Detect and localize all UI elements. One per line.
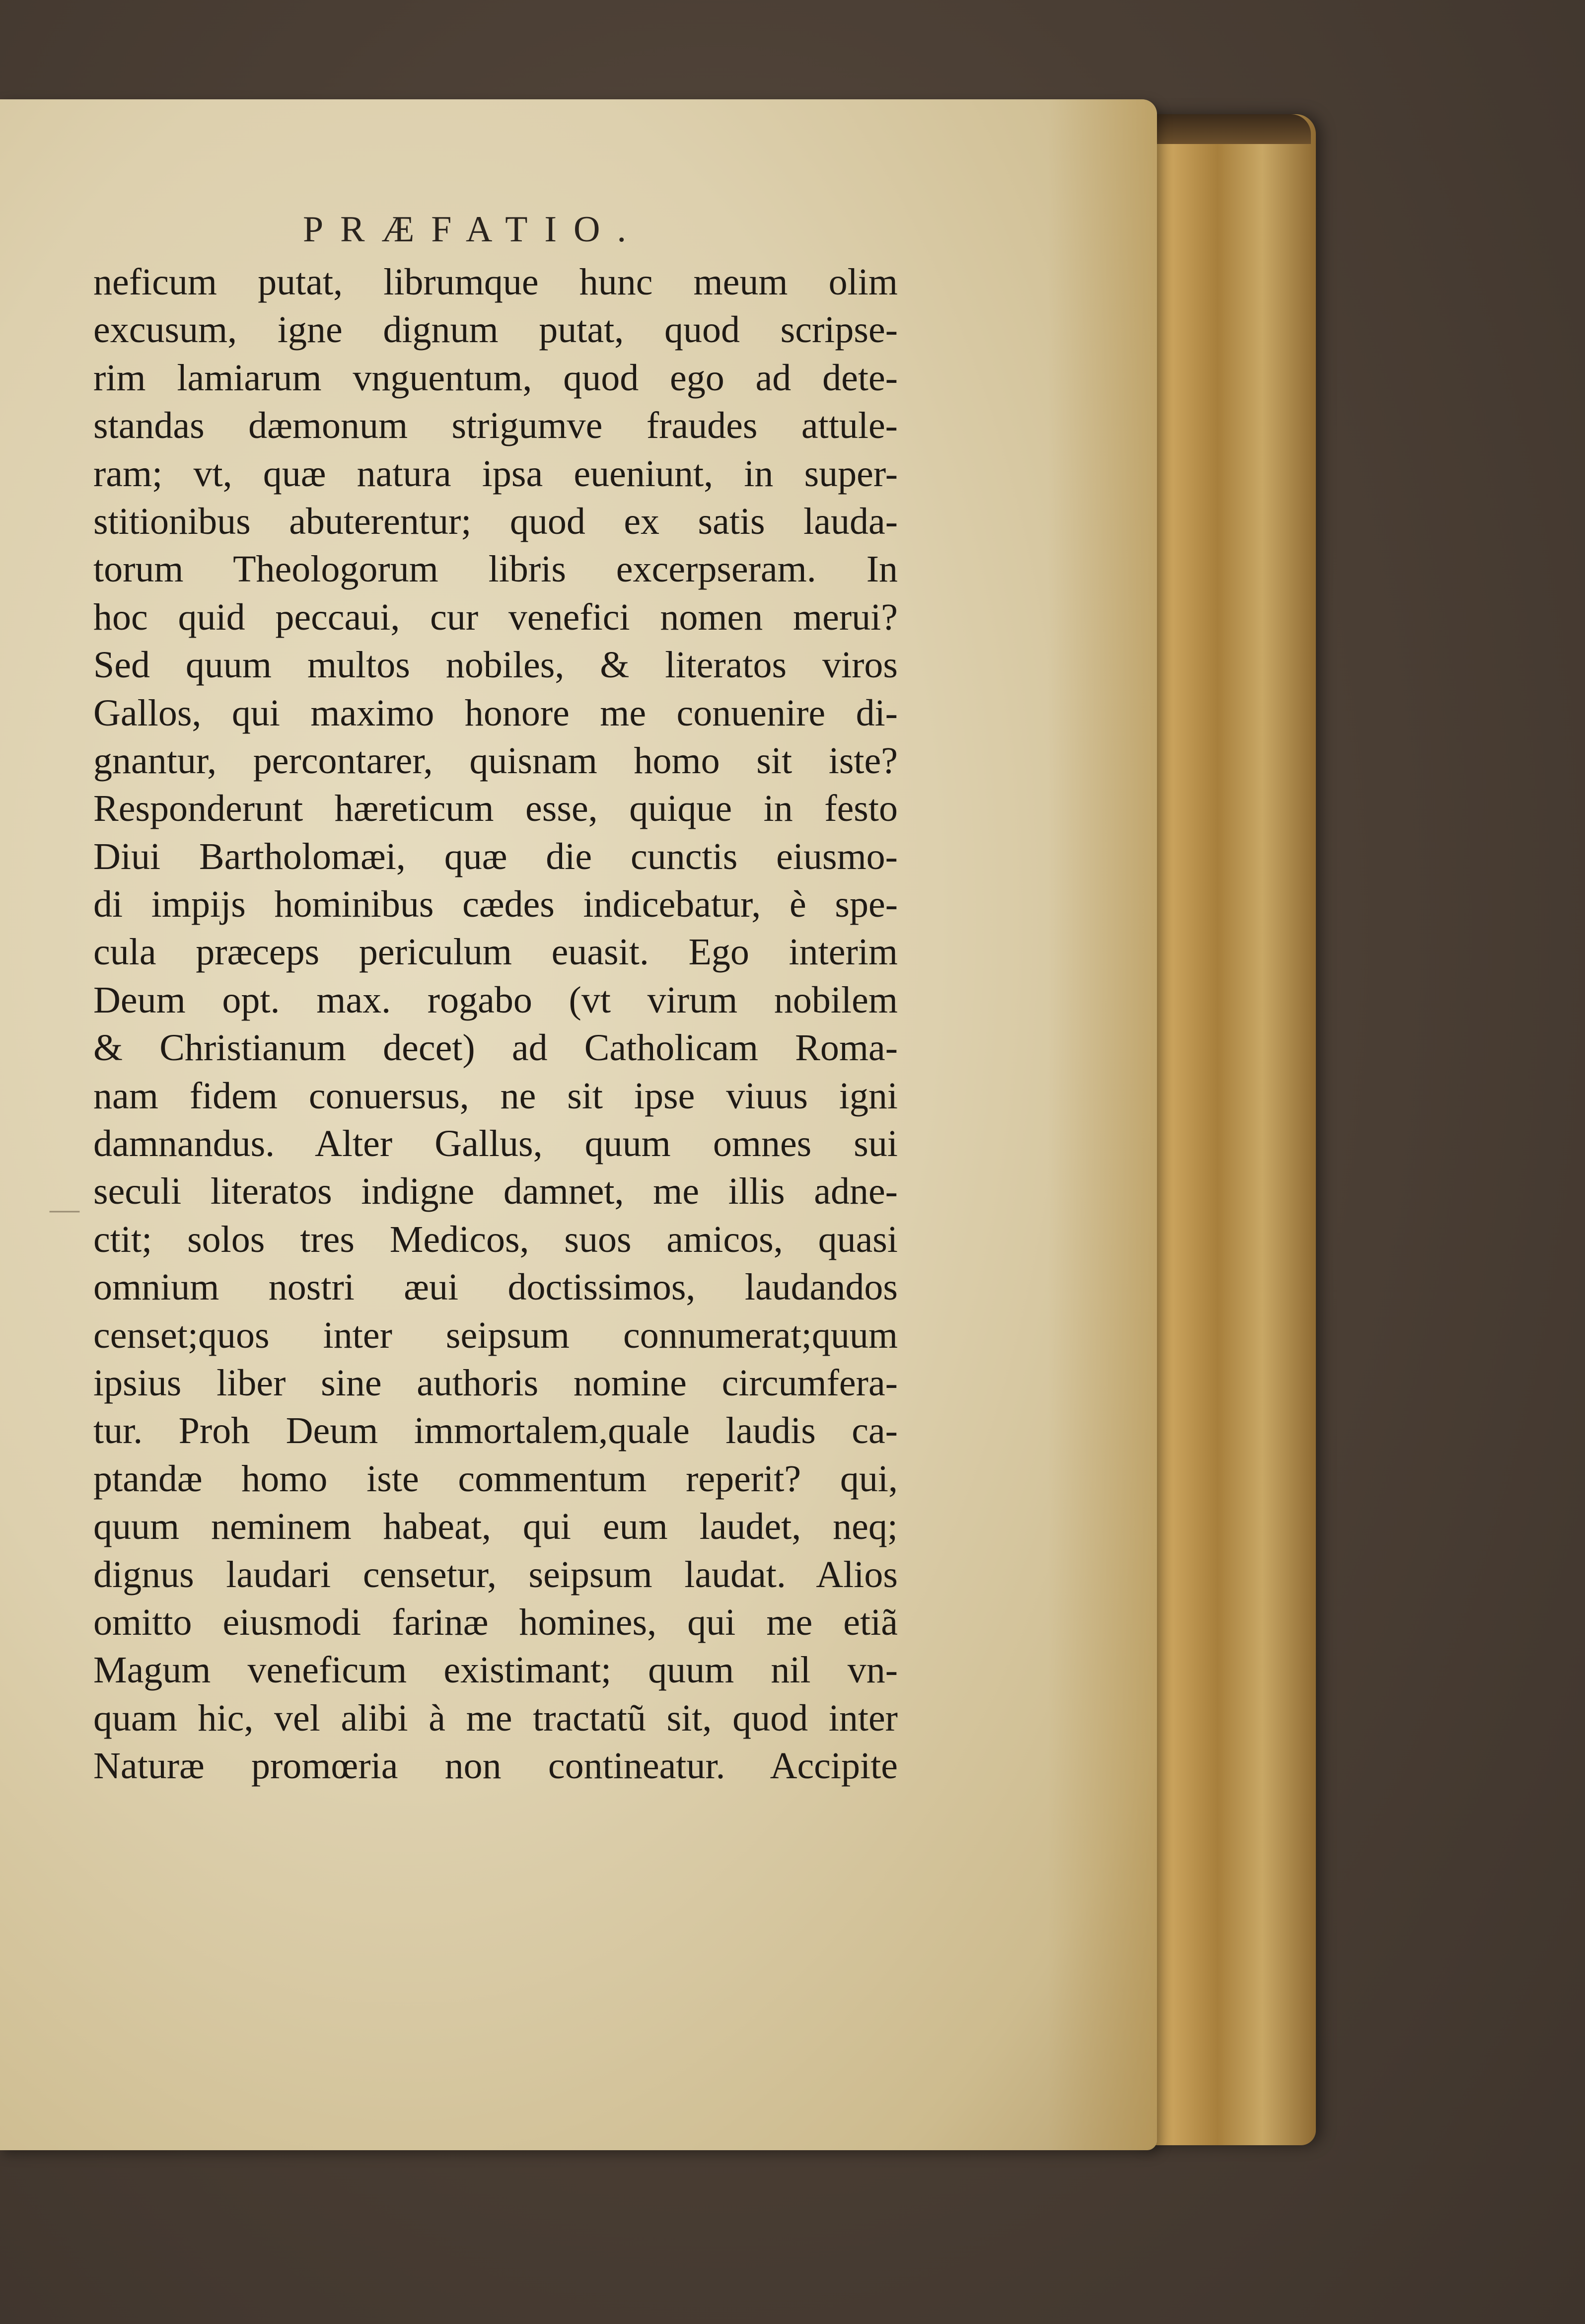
running-head: PRÆFATIO. [303, 209, 643, 250]
text-line: rim lamiarum vnguentum, quod ego ad dete- [93, 357, 898, 399]
text-line: hoc quid peccaui, cur venefici nomen merui? [93, 596, 898, 638]
text-line: gnantur, percontarer, quisnam homo sit iste? [93, 739, 898, 782]
text-line: cula præceps periculum euasit. Ego interim [93, 931, 898, 973]
text-line: seculi literatos indigne damnet, me illis adne- [93, 1170, 898, 1213]
text-line: Naturæ promœria non contineatur. Accipite [93, 1745, 898, 1787]
text-line: quum neminem habeat, qui eum laudet, neq; [93, 1506, 898, 1548]
text-line: tur. Proh Deum immortalem,quale laudis ca- [93, 1410, 898, 1452]
text-line: Magum veneficum existimant; quum nil vn- [93, 1649, 898, 1691]
book-spine-top [1142, 114, 1311, 144]
text-line: nam fidem conuersus, ne sit ipse viuus igni [93, 1075, 898, 1117]
text-line: torum Theologorum libris excerpseram. In [93, 548, 898, 590]
text-line: omitto eiusmodi farinæ homines, qui me etiã [93, 1601, 898, 1643]
text-line: dignus laudari censetur, seipsum laudat. Alios [93, 1553, 898, 1596]
text-line: ram; vt, quæ natura ipsa eueniunt, in super- [93, 452, 898, 495]
text-line: Responderunt hæreticum esse, quique in festo [93, 788, 898, 830]
text-line: Gallos, qui maximo honore me conuenire di- [93, 692, 898, 734]
text-line: omnium nostri æui doctissimos, laudandos [93, 1266, 898, 1308]
text-line: stitionibus abuterentur; quod ex satis lauda- [93, 500, 898, 542]
text-line: ptandæ homo iste commentum reperit? qui, [93, 1457, 898, 1500]
text-line: ipsius liber sine authoris nomine circumfera- [93, 1362, 898, 1404]
text-line: excusum, igne dignum putat, quod scripse- [93, 309, 898, 351]
margin-dash-mark: — [50, 1192, 79, 1225]
body-text [93, 258, 898, 1790]
text-line: ctit; solos tres Medicos, suos amicos, quasi [93, 1218, 898, 1260]
text-line: neficum putat, librumque hunc meum olim [93, 261, 898, 303]
text-line: censet;quos inter seipsum connumerat;quum [93, 1314, 898, 1356]
text-line: Diui Bartholomæi, quæ die cunctis eiusmo- [93, 835, 898, 877]
text-line: Deum opt. max. rogabo (vt virum nobilem [93, 979, 898, 1021]
text-line: quam hic, vel alibi à me tractatũ sit, quod inter [93, 1697, 898, 1739]
text-line: Sed quum multos nobiles, & literatos viros [93, 644, 898, 686]
text-line: & Christianum decet) ad Catholicam Roma- [93, 1027, 898, 1069]
text-line: standas dæmonum strigumve fraudes attule- [93, 405, 898, 447]
text-line: di impijs hominibus cædes indicebatur, è spe- [93, 883, 898, 926]
text-line: damnandus. Alter Gallus, quum omnes sui [93, 1123, 898, 1165]
book-fore-edge [1137, 114, 1316, 2145]
